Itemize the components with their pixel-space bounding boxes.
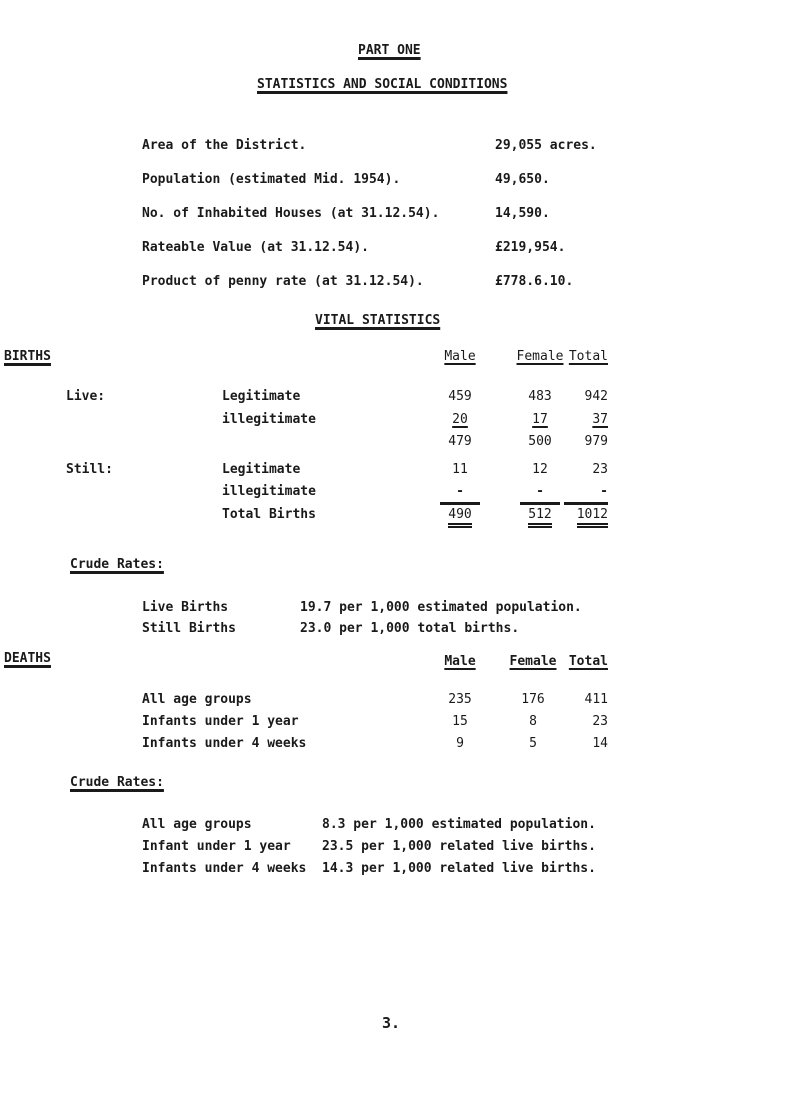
births-total-total [560,507,608,522]
births-still-illegit-female: - [536,484,544,499]
district-area-label: Area of the District. [142,138,307,153]
births-rule-male [440,502,480,505]
births-live-legit-label: Legitimate [222,389,301,404]
births-live-illegit-total: 37 [592,412,608,427]
deaths-row-infants-4w-total: 14 [592,736,608,751]
births-total-male-value: 490 [448,507,471,528]
deaths-row-all-female: 176 [521,692,545,707]
deaths-heading: DEATHS [4,651,51,666]
deaths-row-infants-4w-label: Infants under 4 weeks [142,736,307,751]
birth-rate-live-value: 19.7 per 1,000 estimated population. [300,600,582,615]
district-area-value: 29,055 acres. [495,138,597,153]
district-rateable-value: £219,954. [495,240,566,255]
deaths-col-female: Female [509,654,557,669]
deaths-row-infants-1y-male: 15 [452,714,468,729]
births-col-male: Male [444,349,476,364]
births-col-total: Total [568,349,608,364]
births-rule-total [564,502,608,505]
births-still-illegit-total: - [600,484,608,499]
births-heading: BIRTHS [4,349,51,364]
district-penny-rate-label: Product of penny rate (at 31.12.54). [142,274,424,289]
births-total-total-value: 1012 [577,507,608,528]
part-title: PART ONE [358,43,421,58]
deaths-row-infants-1y-total: 23 [592,714,608,729]
death-rate-infant-1y-value: 23.5 per 1,000 related live births. [322,839,596,854]
death-rate-all-value: 8.3 per 1,000 estimated population. [322,817,596,832]
birth-rate-still-label: Still Births [142,621,236,636]
births-live-label: Live: [66,389,106,404]
births-still-legit-female: 12 [532,462,548,477]
births-live-illegit-female: 17 [532,412,548,427]
deaths-row-infants-1y-label: Infants under 1 year [142,714,299,729]
births-total-label: Total Births [222,507,316,522]
birth-rate-live-label: Live Births [142,600,229,615]
deaths-col-male: Male [444,654,476,669]
page-number: 3. [382,1014,401,1032]
births-total-female [520,507,560,522]
district-rateable-label: Rateable Value (at 31.12.54). [142,240,369,255]
district-houses-label: No. of Inhabited Houses (at 31.12.54). [142,206,440,221]
births-still-label: Still: [66,462,113,477]
births-rule-female [520,502,560,505]
births-live-illegit-male: 20 [452,412,468,427]
vital-statistics-title: VITAL STATISTICS [315,313,441,328]
births-live-subtotal-total: 979 [584,434,608,449]
deaths-row-all-label: All age groups [142,692,252,707]
births-live-subtotal-male: 479 [448,434,472,449]
births-still-illegit-male: - [456,484,464,499]
births-live-illegit-label: illegitimate [222,412,316,427]
deaths-row-infants-4w-female: 5 [529,736,537,751]
births-total-female-value: 512 [528,507,551,528]
birth-rate-still-value: 23.0 per 1,000 total births. [300,621,520,636]
births-col-female: Female [516,349,564,364]
deaths-row-infants-4w-male: 9 [456,736,464,751]
deaths-col-total: Total [568,654,608,669]
births-still-legit-total: 23 [592,462,608,477]
birth-rates-heading: Crude Rates: [70,557,164,572]
death-rates-heading: Crude Rates: [70,775,164,790]
section-title: STATISTICS AND SOCIAL CONDITIONS [257,77,508,92]
death-rate-all-label: All age groups [142,817,252,832]
births-live-subtotal-female: 500 [528,434,552,449]
births-total-male [440,507,480,522]
deaths-row-all-total: 411 [584,692,608,707]
deaths-row-all-male: 235 [448,692,472,707]
district-population-label: Population (estimated Mid. 1954). [142,172,401,187]
births-live-legit-female: 483 [528,389,552,404]
death-rate-infant-1y-label: Infant under 1 year [142,839,291,854]
births-live-legit-total: 942 [584,389,608,404]
district-houses-value: 14,590. [495,206,550,221]
death-rate-infant-4w-value: 14.3 per 1,000 related live births. [322,861,596,876]
district-population-value: 49,650. [495,172,550,187]
births-still-illegit-label: illegitimate [222,484,316,499]
births-still-legit-male: 11 [452,462,468,477]
births-live-legit-male: 459 [448,389,472,404]
births-still-legit-label: Legitimate [222,462,301,477]
death-rate-infant-4w-label: Infants under 4 weeks [142,861,307,876]
district-penny-rate-value: £778.6.10. [495,274,574,289]
deaths-row-infants-1y-female: 8 [529,714,537,729]
